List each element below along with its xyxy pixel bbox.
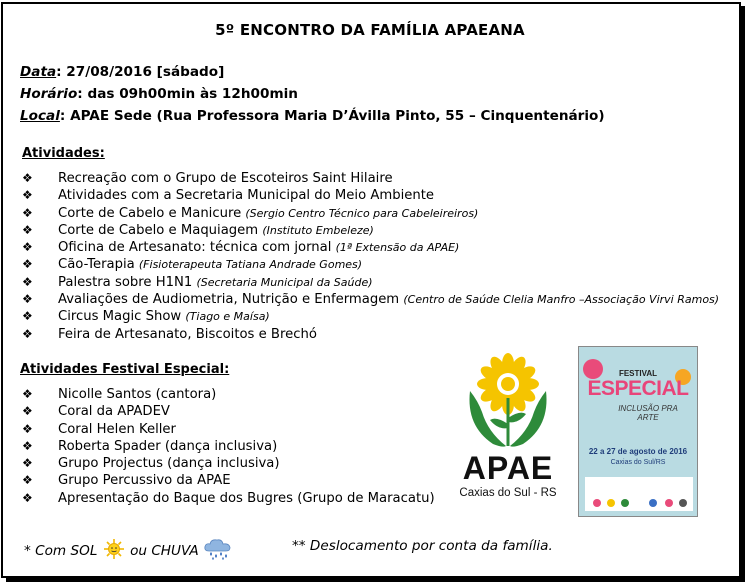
rain-cloud-icon: [203, 538, 233, 560]
time-label: Horário: [20, 86, 78, 102]
bullet-icon: ❖: [22, 438, 33, 453]
sun-icon: [102, 538, 126, 560]
date-line: [20, 64, 224, 80]
list-item: ❖ Nicolle Santos (cantora): [22, 387, 217, 402]
footer-sun-text: * Com SOL: [24, 543, 98, 559]
list-item: ❖ Apresentação do Baque dos Bugres (Grupo de Maracatu): [22, 490, 435, 506]
bullet-icon: ❖: [22, 421, 33, 436]
bullet-icon: ❖: [22, 240, 33, 255]
festival-list: [22, 386, 435, 507]
poster-city: Caxias do Sul/RS: [610, 459, 666, 466]
list-item: ❖ Circus Magic Show (Tiago e Maísa): [22, 309, 270, 325]
footer-rain-text: ou CHUVA: [130, 543, 199, 559]
activities-list: [22, 170, 719, 343]
bullet-icon: ❖: [22, 292, 33, 307]
date-label: Data: [20, 64, 57, 80]
list-item: ❖ Feira de Artesanato, Biscoitos e Brechó: [22, 326, 317, 342]
list-item: ❖ Palestra sobre H1N1 (Secretaria Municipal da Saúde): [22, 274, 373, 290]
bullet-icon: ❖: [22, 257, 33, 272]
place-value: : APAE Sede (Rua Professora Maria D’Ávilla Pinto, 55 – Cinquentenário): [59, 108, 605, 124]
time-value: : das 09h00min às 12h00min: [77, 86, 298, 102]
bullet-icon: ❖: [22, 326, 33, 341]
list-item: ❖ Coral Helen Keller: [22, 421, 176, 437]
poster-dates: 22 a 27 de agosto de 2016: [588, 447, 688, 456]
list-item: ❖ Grupo Projectus (dança inclusiva): [22, 456, 280, 472]
bullet-icon: ❖: [22, 490, 33, 505]
footer-transport-note: ** Deslocamento por conta da família.: [292, 538, 553, 554]
bullet-icon: ❖: [22, 222, 33, 237]
bullet-icon: ❖: [22, 274, 33, 289]
frame-shadow-right: [741, 6, 745, 581]
bullet-icon: ❖: [22, 188, 33, 203]
apae-logo: [448, 346, 568, 499]
list-item: ❖ Corte de Cabelo e Manicure (Sergio Centro Técnico para Cabeleireiros): [22, 205, 479, 221]
time-line: [20, 86, 298, 102]
date-value: : 27/08/2016 [sábado]: [56, 64, 225, 80]
bullet-icon: ❖: [22, 309, 33, 324]
place-label: Local: [20, 108, 60, 124]
list-item: ❖ Coral da APADEV: [22, 404, 170, 420]
footer-weather-note: [24, 538, 233, 560]
list-item: ❖ Oficina de Artesanato: técnica com jornal (1ª Extensão da APAE): [22, 240, 460, 256]
bullet-icon: ❖: [22, 473, 33, 488]
place-line: [20, 108, 605, 124]
bullet-icon: ❖: [22, 387, 33, 401]
apae-logo-text: APAE: [462, 450, 554, 486]
bullet-icon: ❖: [22, 171, 33, 185]
page-title: 5º ENCONTRO DA FAMÍLIA APAEANA: [215, 21, 525, 39]
frame-shadow-bottom: [6, 578, 745, 582]
list-item: ❖ Atividades com a Secretaria Municipal do Meio Ambiente: [22, 188, 434, 204]
poster-title: ESPECIAL: [587, 377, 689, 400]
list-item: ❖ Roberta Spader (dança inclusiva): [22, 438, 278, 454]
list-item: ❖ Grupo Percussivo da APAE: [22, 473, 231, 489]
list-item: ❖ Corte de Cabelo e Maquiagem (Instituto Embeleze): [22, 222, 374, 238]
list-item: ❖ Cão-Terapia (Fisioterapeuta Tatiana Andrade Gomes): [22, 257, 363, 273]
bullet-icon: ❖: [22, 205, 33, 220]
list-item: ❖ Avaliações de Audiometria, Nutrição e Enfermagem (Centro de Saúde Clelia Manfro –Associação Virvi Ramos): [22, 292, 720, 308]
festival-poster: [578, 346, 698, 517]
bullet-icon: ❖: [22, 456, 33, 471]
bullet-icon: ❖: [22, 404, 33, 419]
apae-logo-city: Caxias do Sul - RS: [459, 487, 557, 499]
activities-heading: Atividades:: [22, 146, 105, 161]
festival-heading: Atividades Festival Especial:: [20, 362, 230, 377]
poster-festival-label: FESTIVAL: [618, 369, 658, 378]
poster-tagline: INCLUSÃO PRA ARTE: [618, 404, 678, 422]
list-item: ❖ Recreação com o Grupo de Escoteiros Saint Hilaire: [22, 171, 393, 186]
